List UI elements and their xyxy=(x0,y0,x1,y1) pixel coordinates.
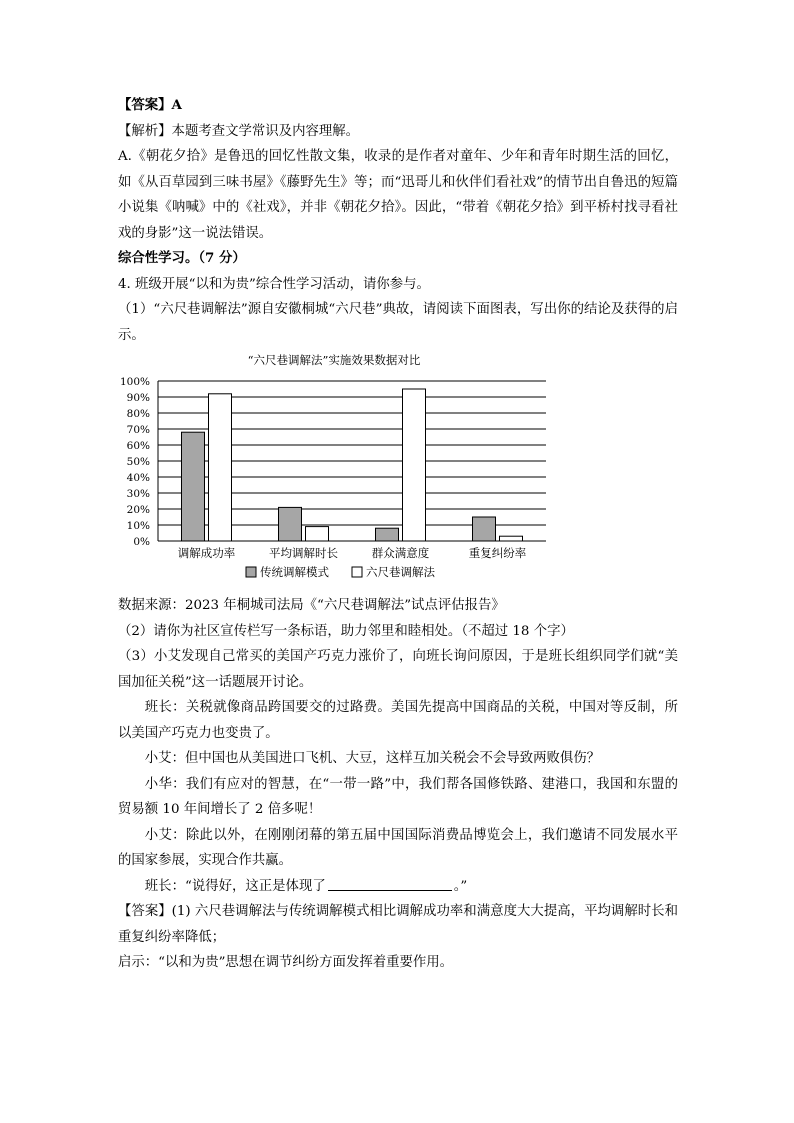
x-tick-label: 重复纠纷率 xyxy=(468,546,527,560)
y-tick-label: 50% xyxy=(126,456,150,468)
y-tick-label: 100% xyxy=(119,376,150,388)
x-tick-label: 群众满意度 xyxy=(371,546,430,560)
question-4-sub2: （2）请你为社区宣传栏写一条标语，助力邻里和睦相处。（不超过 18 个字） xyxy=(118,623,574,639)
question-4-sub3: （3）小艾发现自己常买的美国产巧克力涨价了，向班长询问原因，于是班长组织同学们就“美国加征关税”这一话题展开讨论。 xyxy=(118,649,678,690)
dialog-line-5-prefix: 班长：“说得好，这正是体现了 xyxy=(144,878,326,894)
bar-traditional xyxy=(279,507,302,541)
bar-liuchixiang xyxy=(500,536,523,541)
legend-label: 传统调解模式 xyxy=(260,565,329,579)
bar-liuchixiang xyxy=(209,394,232,541)
y-tick-label: 0% xyxy=(133,536,150,548)
bar-liuchixiang xyxy=(403,389,426,541)
x-tick-label: 调解成功率 xyxy=(177,546,236,560)
bar-traditional xyxy=(376,528,399,541)
bar-liuchixiang xyxy=(306,527,329,541)
legend-swatch xyxy=(352,567,362,577)
bar-traditional xyxy=(182,432,205,541)
question-4-sub1: （1）“六尺巷调解法”源自安徽桐城“六尺巷”典故，请阅读下面图表，写出你的结论及获得的启示。 xyxy=(118,302,678,343)
dialog-line-4: 小艾：除此以外，在刚刚闭幕的第五届中国国际消费品博览会上，我们邀请不同发展水平的国家参展，实现合作共赢。 xyxy=(118,827,678,868)
answer-2-insight: 启示：“以和为贵”思想在调节纠纷方面发挥着重要作用。 xyxy=(118,955,454,970)
section-title: 综合性学习。（7 分） xyxy=(118,250,246,266)
analysis-label: 【解析】本题考查文学常识及内容理解。 xyxy=(118,123,360,139)
dialog-line-5 xyxy=(118,874,678,900)
y-tick-label: 10% xyxy=(126,520,150,532)
data-source: 数据来源：2023 年桐城司法局《“六尺巷调解法”试点评估报告》 xyxy=(118,598,505,613)
bar-traditional xyxy=(473,517,496,541)
question-4-stem: 4. 班级开展“以和为贵”综合性学习活动，请你参与。 xyxy=(118,276,430,292)
fill-in-blank[interactable] xyxy=(328,878,452,891)
y-tick-label: 40% xyxy=(126,472,150,484)
legend-label: 六尺巷调解法 xyxy=(366,565,435,579)
y-tick-label: 30% xyxy=(126,488,150,500)
answer-label: 【答案】A xyxy=(118,97,182,113)
answer-2: 【答案】(1) 六尺巷调解法与传统调解模式相比调解成功率和满意度大大提高，平均调解时长和重复纠纷率降低； xyxy=(118,904,678,945)
y-tick-label: 20% xyxy=(126,504,150,516)
analysis-explanation: A.《朝花夕拾》是鲁迅的回忆性散文集，收录的是作者对童年、少年和青年时期生活的回忆，如《从百草园到三味书屋》《藤野先生》等；而“迅哥儿和伙伴们看社戏”的情节出自鲁迅的短篇小说集《呐喊》中的《社戏》，并非《朝花夕拾》。因此，“带着《朝花夕拾》到平桥村找寻看社戏的身影”这一说法错误。 xyxy=(118,149,678,241)
legend-swatch xyxy=(246,567,256,577)
dialog-line-2: 小艾：但中国也从美国进口飞机、大豆，这样互加关税会不会导致两败俱伤？ xyxy=(144,751,601,766)
dialog-line-1: 班长：关税就像商品跨国要交的过路费。美国先提高中国商品的关税，中国对等反制，所以美国产巧克力也变贵了。 xyxy=(118,700,678,741)
chart-title: “六尺巷调解法”实施效果数据对比 xyxy=(247,353,421,367)
dialog-line-5-suffix: 。” xyxy=(453,878,468,894)
y-tick-label: 80% xyxy=(126,408,150,420)
bar-chart xyxy=(118,350,678,593)
bar-chart-svg xyxy=(118,350,678,593)
y-tick-label: 90% xyxy=(126,392,150,404)
y-tick-label: 70% xyxy=(126,424,150,436)
document-page xyxy=(118,93,678,976)
x-tick-label: 平均调解时长 xyxy=(269,546,338,560)
dialog-line-3: 小华：我们有应对的智慧，在“一带一路”中，我们帮各国修铁路、建港口，我国和东盟的贸易额 10 年间增长了 2 倍多呢！ xyxy=(118,776,678,817)
y-tick-label: 60% xyxy=(126,440,150,452)
